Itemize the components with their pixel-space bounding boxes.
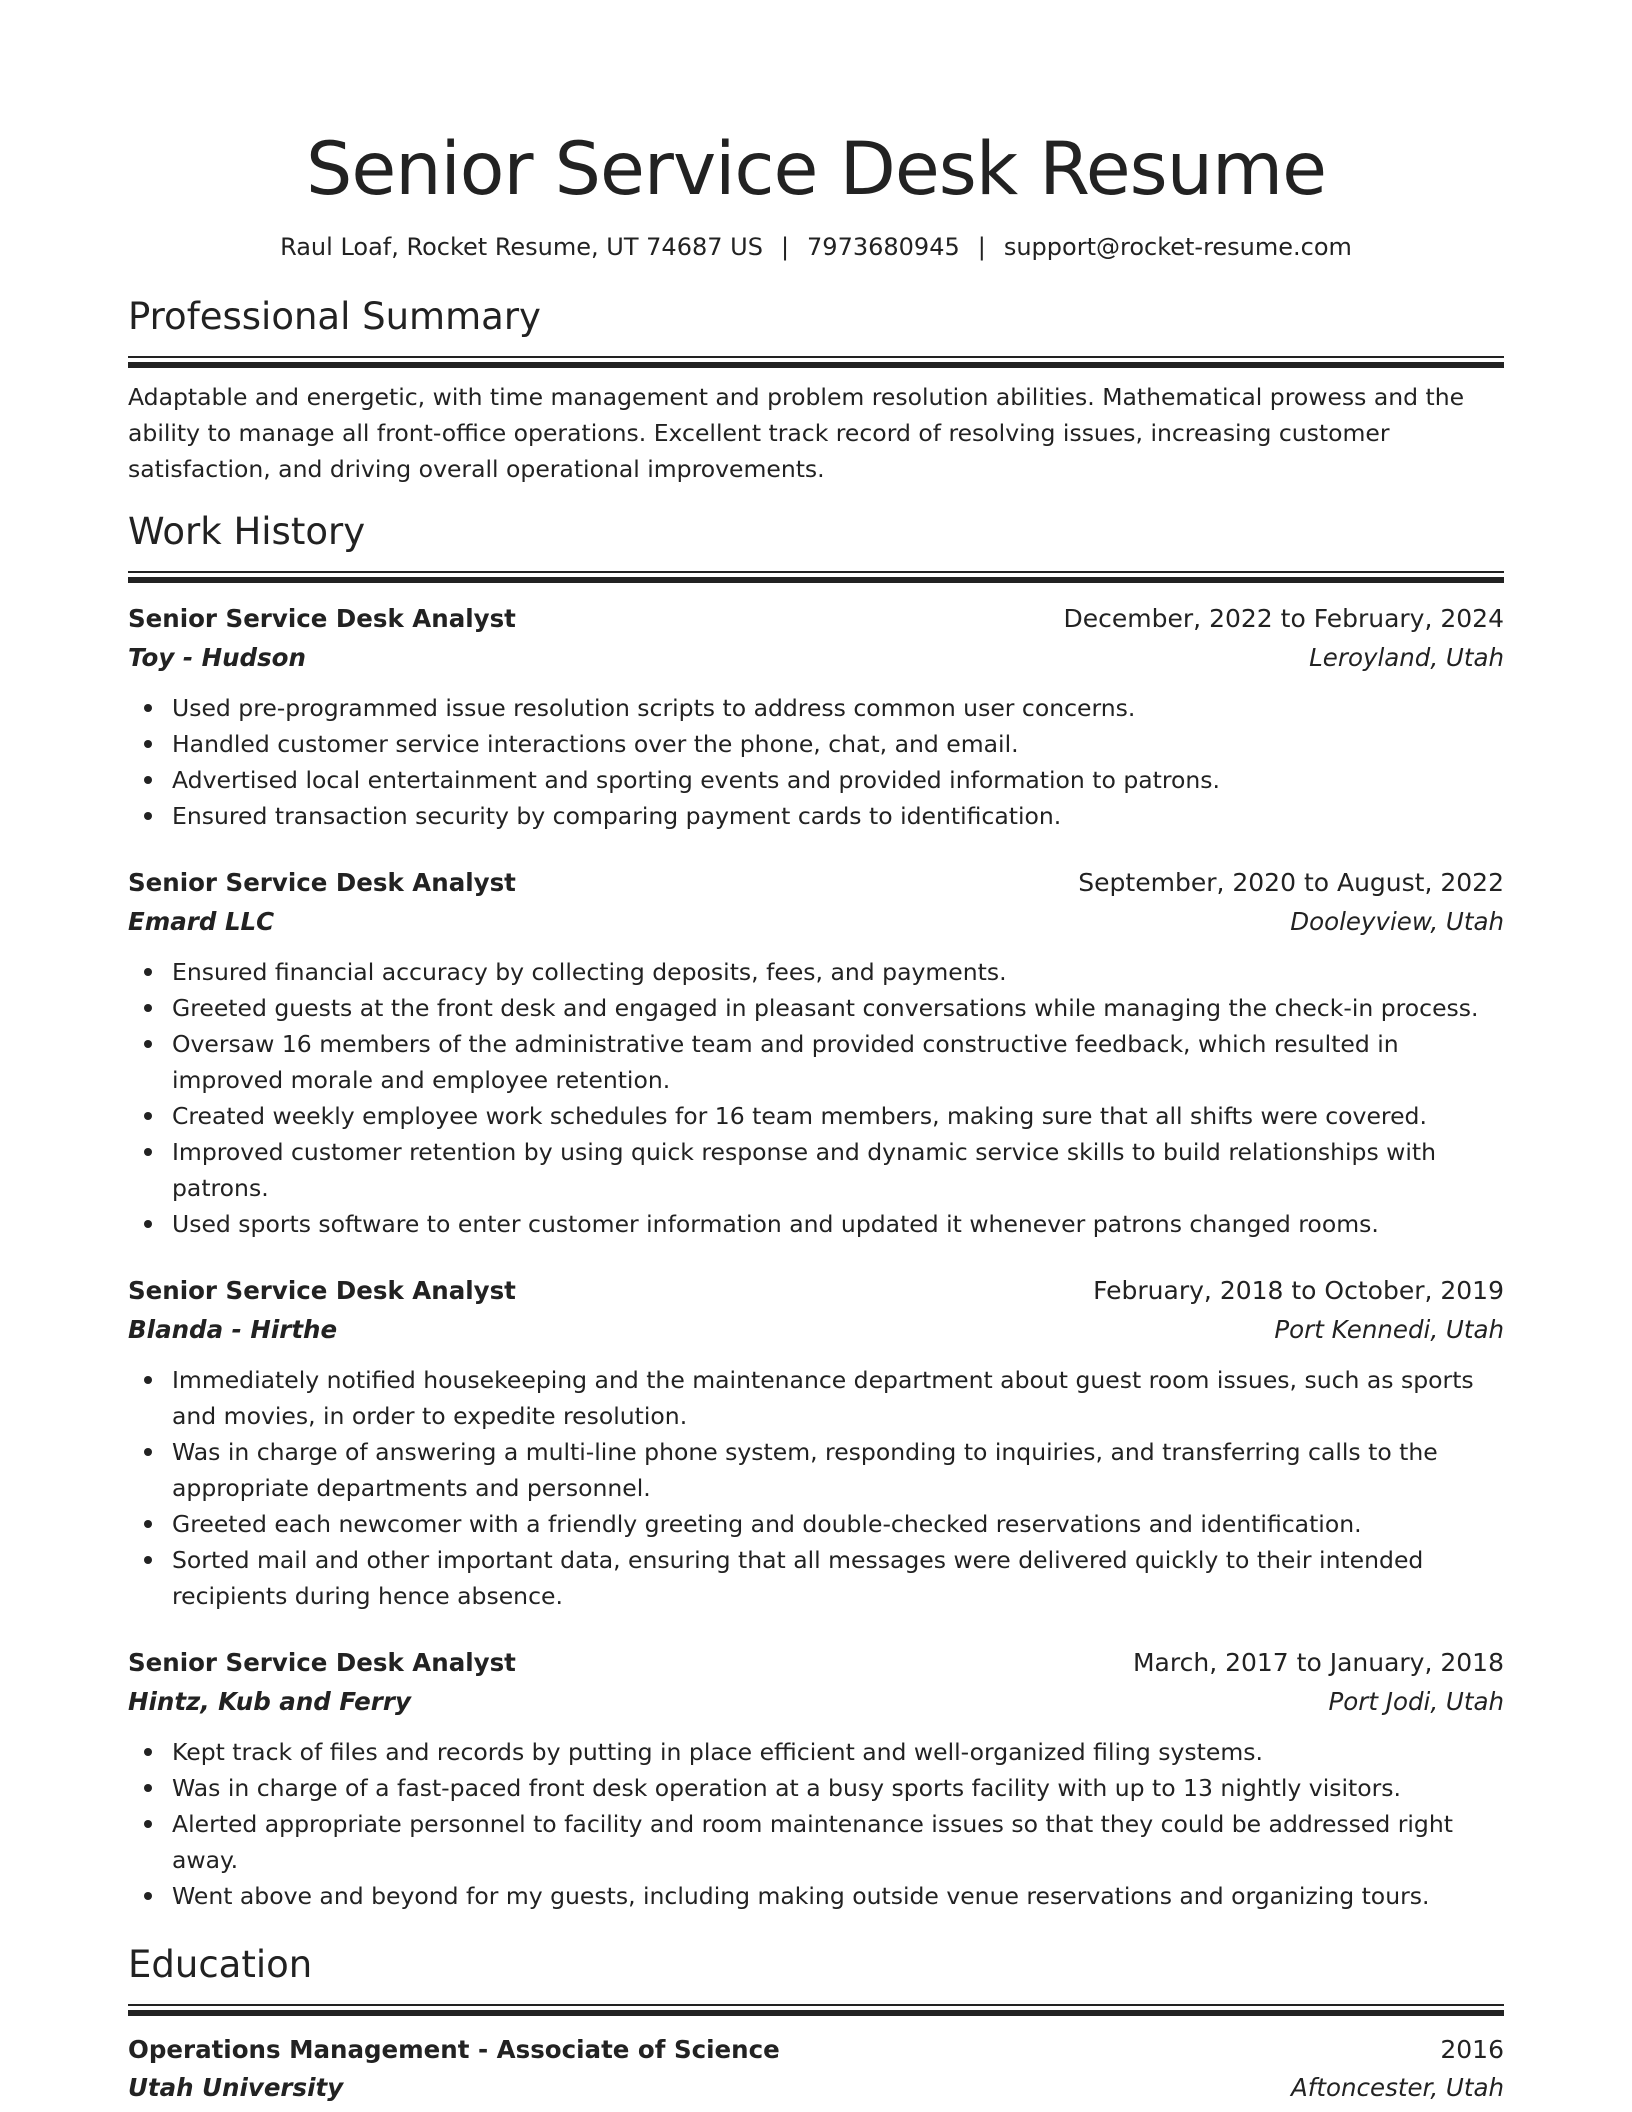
- job-title: Senior Service Desk Analyst: [128, 1648, 516, 1677]
- job-dates: February, 2018 to October, 2019: [1093, 1276, 1504, 1305]
- education-school-row: [128, 2069, 1504, 2107]
- job-location: Dooleyview, Utah: [1290, 907, 1504, 936]
- job-bullet: Greeted guests at the front desk and engaged in pleasant conversations while managing the check-in process.: [172, 990, 1504, 1026]
- job-entry: [128, 600, 1504, 834]
- section-divider: [128, 571, 1504, 582]
- job-bullet-list: [128, 954, 1504, 1242]
- education-section: [128, 1940, 1504, 2107]
- job-company: Hintz, Kub and Ferry: [128, 1687, 411, 1716]
- job-header-row: [128, 864, 1504, 902]
- job-bullet: Sorted mail and other important data, ensuring that all messages were delivered quickly to their intended recipients during hence absence.: [172, 1542, 1504, 1614]
- job-bullet: Created weekly employee work schedules for 16 team members, making sure that all shifts were covered.: [172, 1098, 1504, 1134]
- job-bullet: Was in charge of a fast-paced front desk operation at a busy sports facility with up to 13 nightly visitors.: [172, 1770, 1504, 1806]
- work-history-section: [128, 507, 1504, 1914]
- job-company-row: [128, 902, 1504, 942]
- job-location: Leroyland, Utah: [1309, 643, 1504, 672]
- job-bullet: Ensured financial accuracy by collecting deposits, fees, and payments.: [172, 954, 1504, 990]
- job-entry: [128, 864, 1504, 1242]
- job-bullet: Kept track of files and records by putting in place efficient and well-organized filing systems.: [172, 1734, 1504, 1770]
- job-title: Senior Service Desk Analyst: [128, 604, 516, 633]
- contact-line: [128, 230, 1504, 264]
- job-location: Port Kennedi, Utah: [1274, 1315, 1504, 1344]
- education-entry: [128, 2031, 1504, 2107]
- job-bullet-list: [128, 1362, 1504, 1614]
- summary-text: Adaptable and energetic, with time management and problem resolution abilities. Mathematical prowess and the ability to manage all front-office operations. Excellent track record of resolving issues, increasing customer satisfaction, and driving overall operational improvements.: [128, 383, 1465, 483]
- education-degree: Operations Management - Associate of Science: [128, 2035, 780, 2064]
- job-bullet: Went above and beyond for my guests, including making outside venue reservations and organizing tours.: [172, 1878, 1504, 1914]
- job-bullet: Greeted each newcomer with a friendly greeting and double-checked reservations and identification.: [172, 1506, 1504, 1542]
- contact-address: Raul Loaf, Rocket Resume, UT 74687 US: [280, 233, 763, 261]
- job-bullet: Ensured transaction security by comparing payment cards to identification.: [172, 798, 1504, 834]
- section-heading-work-history: Work History: [128, 510, 366, 553]
- section-heading-education: Education: [128, 1943, 313, 1986]
- education-location: Aftoncester, Utah: [1291, 2073, 1504, 2102]
- job-company: Blanda - Hirthe: [128, 1315, 338, 1344]
- job-dates: December, 2022 to February, 2024: [1063, 604, 1504, 633]
- job-bullet-list: [128, 690, 1504, 834]
- job-location: Port Jodi, Utah: [1328, 1687, 1504, 1716]
- job-dates: March, 2017 to January, 2018: [1132, 1648, 1504, 1677]
- job-title: Senior Service Desk Analyst: [128, 868, 516, 897]
- resume-page: [128, 0, 1504, 2107]
- contact-separator: |: [780, 233, 790, 261]
- job-company-row: [128, 1682, 1504, 1722]
- job-bullet: Advertised local entertainment and sporting events and provided information to patrons.: [172, 762, 1504, 798]
- contact-phone: 7973680945: [807, 233, 960, 261]
- job-bullet: Alerted appropriate personnel to facility and room maintenance issues so that they could be addressed right away.: [172, 1806, 1504, 1878]
- education-header-row: [128, 2031, 1504, 2069]
- job-bullet: Immediately notified housekeeping and the maintenance department about guest room issues, such as sports and movies, in order to expedite resolution.: [172, 1362, 1504, 1434]
- section-heading-summary: Professional Summary: [128, 295, 541, 338]
- contact-separator: |: [977, 233, 986, 261]
- job-bullet-list: [128, 1734, 1504, 1914]
- job-header-row: [128, 1644, 1504, 1682]
- education-school: Utah University: [128, 2073, 344, 2102]
- job-dates: September, 2020 to August, 2022: [1078, 868, 1504, 897]
- job-company-row: [128, 638, 1504, 678]
- contact-email: support@rocket-resume.com: [1003, 233, 1352, 261]
- section-divider: [128, 356, 1504, 367]
- job-bullet: Handled customer service interactions over the phone, chat, and email.: [172, 726, 1504, 762]
- job-entry: [128, 1644, 1504, 1914]
- job-header-row: [128, 1272, 1504, 1310]
- section-divider: [128, 2004, 1504, 2015]
- job-bullet: Was in charge of answering a multi-line phone system, responding to inquiries, and transferring calls to the appropriate departments and personnel.: [172, 1434, 1504, 1506]
- job-company: Emard LLC: [128, 907, 275, 936]
- education-year: 2016: [1440, 2035, 1504, 2064]
- job-title: Senior Service Desk Analyst: [128, 1276, 516, 1305]
- summary-section: [128, 292, 1504, 487]
- job-bullet: Used sports software to enter customer information and updated it whenever patrons changed rooms.: [172, 1206, 1504, 1242]
- job-bullet: Oversaw 16 members of the administrative team and provided constructive feedback, which resulted in improved morale and employee retention.: [172, 1026, 1504, 1098]
- job-company-row: [128, 1310, 1504, 1350]
- job-company: Toy - Hudson: [128, 643, 306, 672]
- job-bullet: Used pre-programmed issue resolution scripts to address common user concerns.: [172, 690, 1504, 726]
- job-entry: [128, 1272, 1504, 1614]
- resume-title: Senior Service Desk Resume: [306, 127, 1326, 212]
- job-bullet: Improved customer retention by using quick response and dynamic service skills to build relationships with patrons.: [172, 1134, 1504, 1206]
- job-header-row: [128, 600, 1504, 638]
